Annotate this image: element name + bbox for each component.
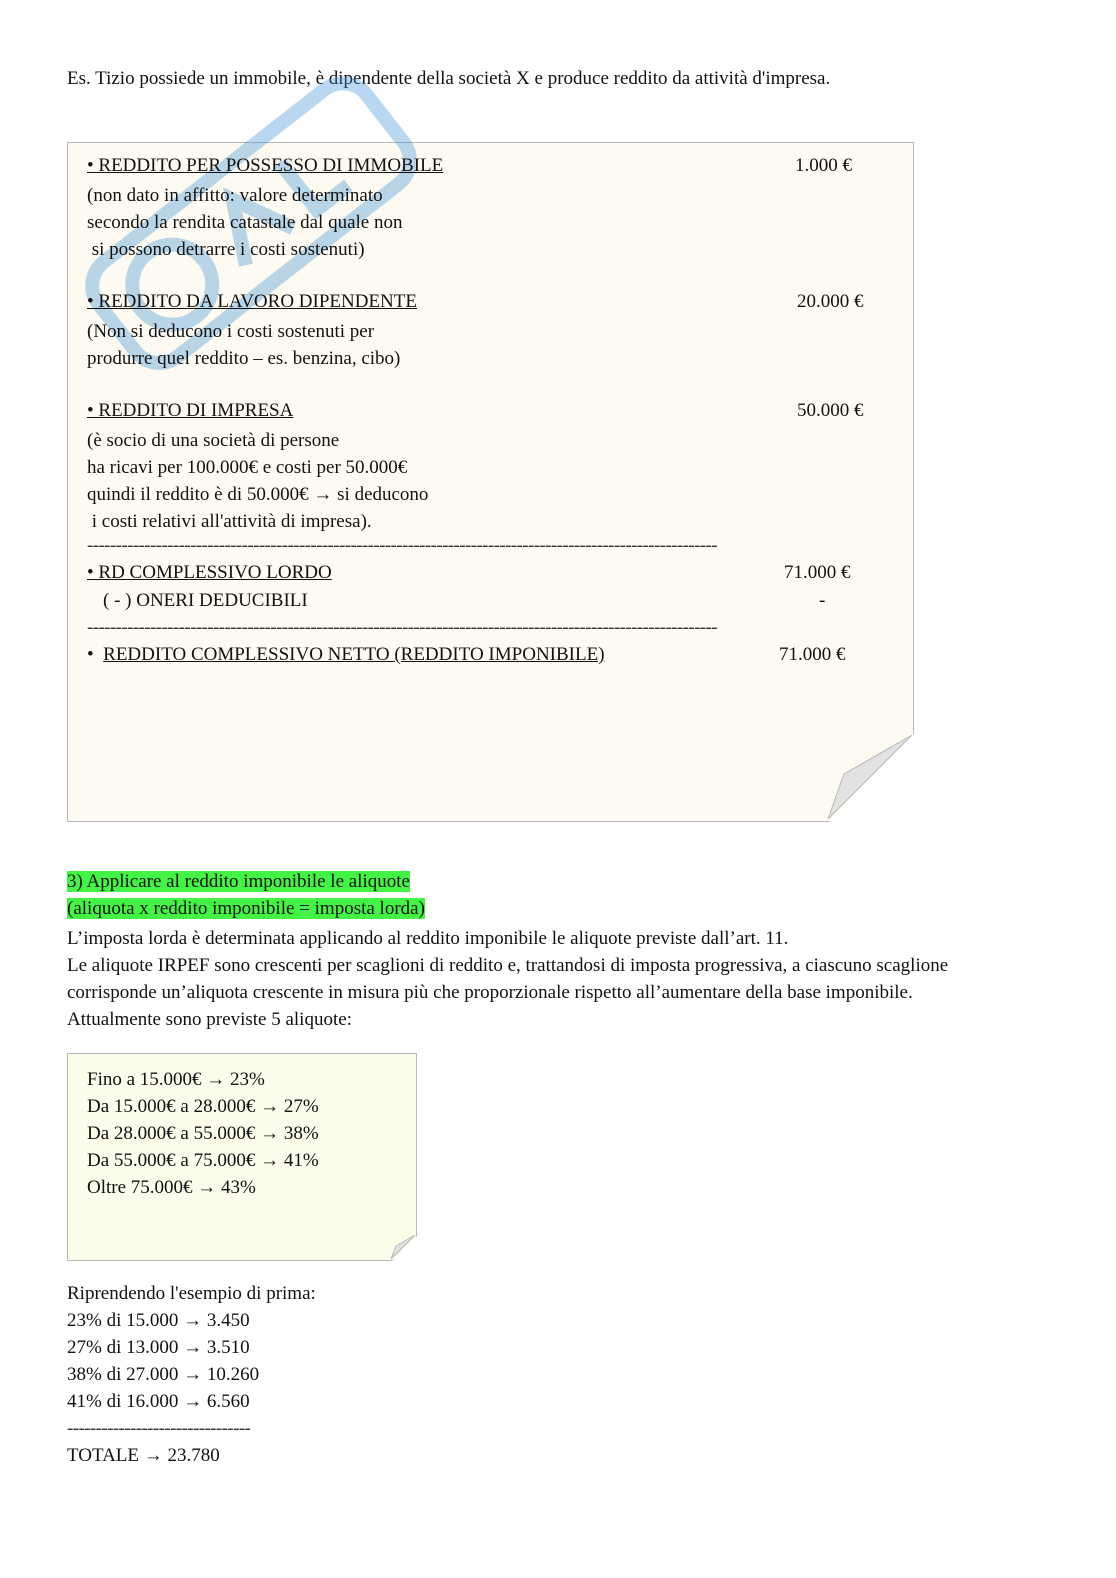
rate-line: Da 15.000€ a 28.000€ → 27%: [87, 1096, 319, 1117]
intro-text: Es. Tizio possiede un immobile, è dipendente della società X e produce reddito da attività d'impresa.: [67, 68, 831, 89]
section-heading: 3) Applicare al reddito imponibile le aliquote: [67, 871, 410, 892]
net-label: REDDITO COMPLESSIVO NETTO (REDDITO IMPONIBILE): [103, 644, 605, 665]
net-row: [87, 644, 605, 666]
page-curl-icon: [826, 734, 913, 820]
paragraph-line: corrisponde un’aliquota crescente in misura più che proporzionale rispetto all’aumentare della base imponibile.: [67, 982, 913, 1003]
item-desc-line: (Non si deducono i costi sostenuti per: [87, 321, 375, 342]
rate-line: Fino a 15.000€ → 23%: [87, 1069, 265, 1090]
example-line: 23% di 15.000 → 3.450: [67, 1310, 250, 1331]
item-amount-immobile: 1.000 €: [795, 155, 852, 176]
paragraph-line: Le aliquote IRPEF sono crescenti per scaglioni di reddito e, trattandosi di imposta progressiva, a ciascuno scaglione: [67, 955, 949, 976]
rate-line: Da 28.000€ a 55.000€ → 38%: [87, 1123, 319, 1144]
net-amount: 71.000 €: [779, 644, 846, 665]
item-desc-line: i costi relativi all'attività di impresa).: [87, 511, 372, 532]
example-separator: --------------------------------: [67, 1418, 251, 1439]
item-desc-line: si possono detrarre i costi sostenuti): [87, 239, 365, 260]
example-line: 41% di 16.000 → 6.560: [67, 1391, 250, 1412]
example-line: 38% di 27.000 → 10.260: [67, 1364, 260, 1385]
item-title-immobile: • REDDITO PER POSSESSO DI IMMOBILE: [87, 155, 444, 176]
item-desc-line: (è socio di una società di persone: [87, 430, 340, 451]
example-intro: Riprendendo l'esempio di prima:: [67, 1283, 316, 1304]
deductible-label: ( - ) ONERI DEDUCIBILI: [103, 590, 308, 611]
rate-line: Oltre 75.000€ → 43%: [87, 1177, 256, 1198]
section-subheading: (aliquota x reddito imponibile = imposta lorda): [67, 898, 425, 919]
item-desc-line: secondo la rendita catastale dal quale non: [87, 212, 403, 233]
gross-label: • RD COMPLESSIVO LORDO: [87, 562, 332, 583]
item-desc-line: quindi il reddito è di 50.000€ → si deducono: [87, 484, 429, 505]
example-line: 27% di 13.000 → 3.510: [67, 1337, 250, 1358]
item-title-lavoro: • REDDITO DA LAVORO DIPENDENTE: [87, 291, 417, 312]
item-amount-impresa: 50.000 €: [797, 400, 864, 421]
bullet: •: [87, 644, 104, 665]
example-total: TOTALE → 23.780: [67, 1445, 220, 1466]
paragraph-line: L’imposta lorda è determinata applicando al reddito imponibile le aliquote previste dall’art. 11.: [67, 928, 789, 949]
deductible-amount: -: [819, 590, 826, 611]
paragraph-line: Attualmente sono previste 5 aliquote:: [67, 1009, 352, 1030]
item-desc-line: ha ricavi per 100.000€ e costi per 50.000€: [87, 457, 408, 478]
separator-line: --------------------------------------------------------------------------------------------------------------: [87, 535, 717, 556]
separator-line: --------------------------------------------------------------------------------------------------------------: [87, 617, 717, 638]
page-curl-icon: [389, 1234, 416, 1260]
rate-line: Da 55.000€ a 75.000€ → 41%: [87, 1150, 319, 1171]
item-title-impresa: • REDDITO DI IMPRESA: [87, 400, 294, 421]
gross-amount: 71.000 €: [784, 562, 851, 583]
item-amount-lavoro: 20.000 €: [797, 291, 864, 312]
item-desc-line: produrre quel reddito – es. benzina, cibo): [87, 348, 401, 369]
item-desc-line: (non dato in affitto: valore determinato: [87, 185, 383, 206]
